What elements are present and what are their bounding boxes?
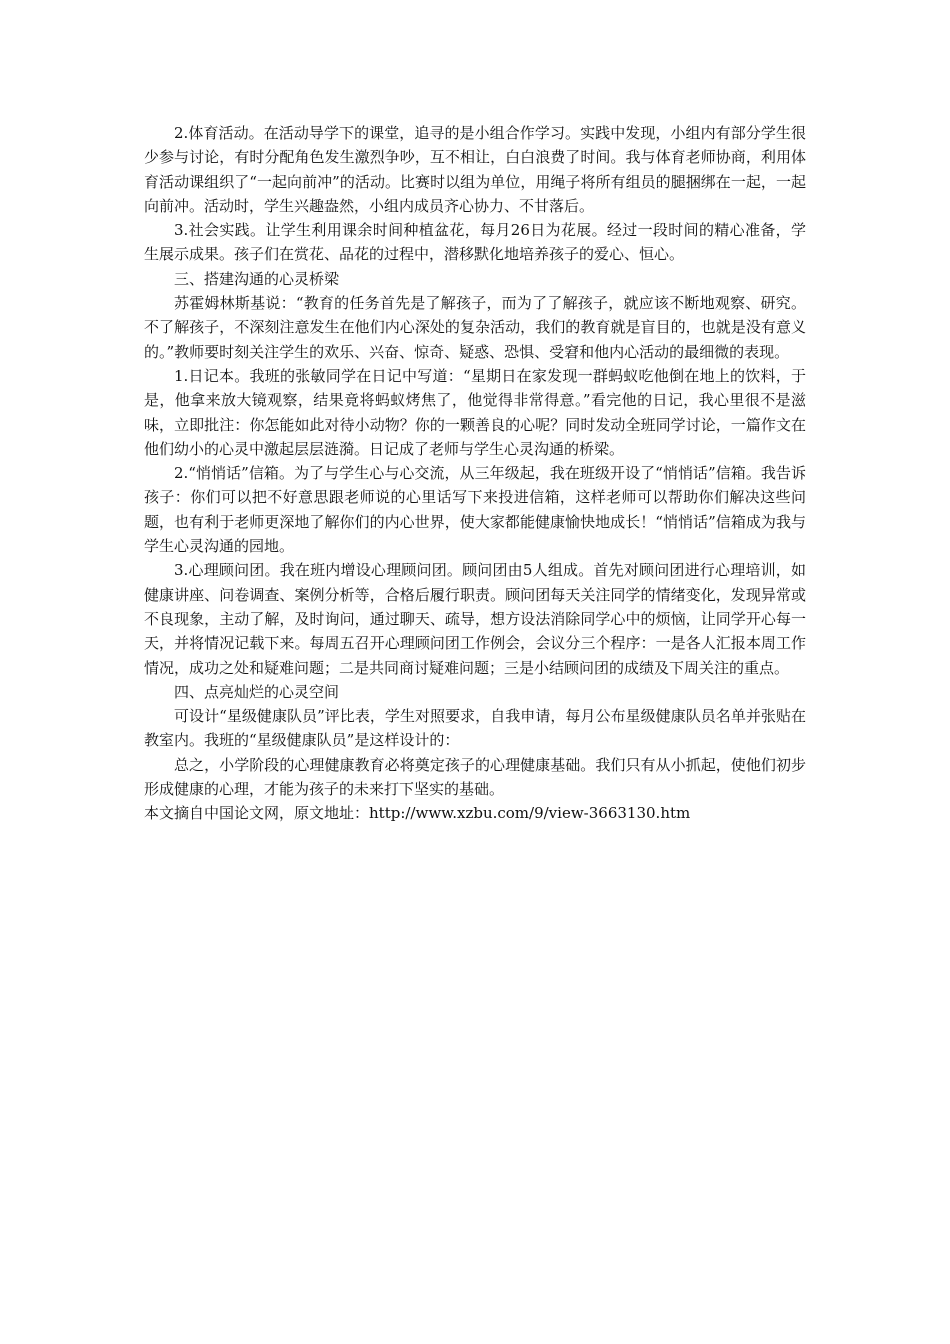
- para-sports-activity: 2.体育活动。在活动导学下的课堂，追寻的是小组合作学习。实践中发现，小组内有部分学生很少参与讨论，有时分配角色发生激烈争吵，互不相让，白白浪费了时间。我与体育老师协商，利用体育活动课组织了“一起向前冲”的活动。比赛时以组为单位，用绳子将所有组员的腿捆绑在一起，一起向前冲。活动时，学生兴趣盎然，小组内成员齐心协力、不甘落后。: [144, 124, 806, 215]
- section-heading-4: 四、点亮灿烂的心灵空间: [174, 682, 340, 701]
- para-conclusion: 总之，小学阶段的心理健康教育必将奠定孩子的心理健康基础。我们只有从小抓起，使他们初步形成健康的心理，才能为孩子的未来打下坚实的基础。: [144, 755, 806, 799]
- para-whisper-mailbox: 2.“悄悄话”信箱。为了与学生心与心交流，从三年级起，我在班级开设了“悄悄话”信箱。我告诉孩子：你们可以把不好意思跟老师说的心里话写下来投进信箱，这样老师可以帮助你们解决这些问题，也有利于老师更深地了解你们的内心世界，使大家都能健康愉快地成长！“悄悄话”信箱成为我与学生心灵沟通的园地。: [144, 464, 806, 556]
- document-page: [144, 121, 806, 826]
- para-diary: 1.日记本。我班的张敏同学在日记中写道：“星期日在家发现一群蚂蚁吃他倒在地上的饮料，于是，他拿来放大镜观察，结果竟将蚂蚁烤焦了，他觉得非常得意。”看完他的日记，我心里很不是滋味，立即批注：你怎能如此对待小动物？你的一颗善良的心呢？同时发动全班同学讨论，一篇作文在他们幼小的心灵中激起层层涟漪。日记成了老师与学生心灵沟通的桥梁。: [144, 366, 806, 458]
- source-note: 本文摘自中国论文网，原文地址：http://www.xzbu.com/9/view-3663130.htm: [144, 804, 691, 823]
- para-social-practice: 3.社会实践。让学生利用课余时间种植盆花，每月26日为花展。经过一段时间的精心准备，学生展示成果。孩子们在赏花、品花的过程中，潜移默化地培养孩子的爱心、恒心。: [144, 221, 806, 264]
- para-counseling-group: 3.心理顾问团。我在班内增设心理顾问团。顾问团由5人组成。首先对顾问团进行心理培训，如健康讲座、问卷调查、案例分析等，合格后履行职责。顾问团每天关注同学的情绪变化，发现异常或不良现象，主动了解，及时询问，通过聊天、疏导，想方设法消除同学心中的烦恼，让同学开心每一天，并将情况记载下来。每周五召开心理顾问团工作例会，会议分三个程序：一是各人汇报本周工作情况，成功之处和疑难问题；二是共同商讨疑难问题；三是小结顾问团的成绩及下周关注的重点。: [144, 561, 806, 677]
- para-star-team: 可设计“星级健康队员”评比表，学生对照要求，自我申请，每月公布星级健康队员名单并张贴在教室内。我班的“星级健康队员”是这样设计的：: [144, 707, 806, 750]
- para-sukhomlinsky-quote: 苏霍姆林斯基说：“教育的任务首先是了解孩子，而为了了解孩子，就应该不断地观察、研究。不了解孩子，不深刻注意发生在他们内心深处的复杂活动，我们的教育就是盲目的，也就是没有意义的。”教师要时刻关注学生的欢乐、兴奋、惊奇、疑惑、恐惧、受窘和他内心活动的最细微的表现。: [144, 294, 806, 361]
- section-heading-3: 三、搭建沟通的心灵桥梁: [174, 269, 340, 288]
